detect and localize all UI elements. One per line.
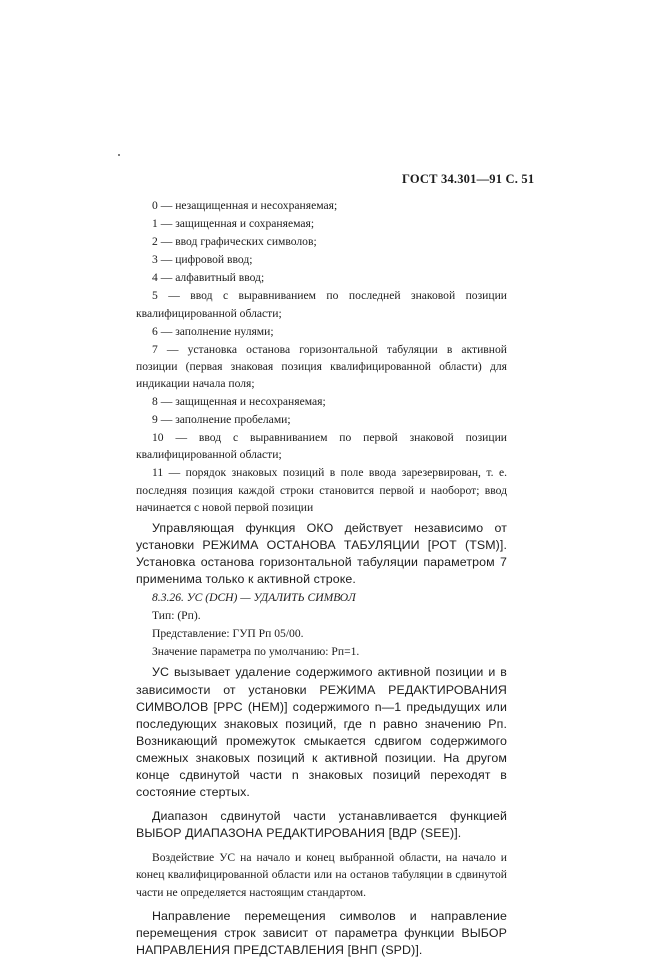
paragraph-oko-note: Управляющая функция ОКО действует независимо от установки РЕЖИМА ОСТАНОВА ТАБУЛЯЦИИ [РОТ (TSM)]. Установка останова горизонтальной табуляции параметром 7 применима только к активной строке.: [136, 520, 507, 586]
document-body: [136, 197, 507, 959]
list-item-2: 2 — ввод графических символов;: [152, 235, 317, 249]
speck-mark: [118, 154, 120, 156]
list-item-0: 0 — незащищенная и несохраняемая;: [152, 199, 338, 212]
list-item-10: 10 — ввод с выравниванием по первой знаковой позиции квалифицированной области;: [136, 431, 507, 462]
section-heading-8-3-26: 8.3.26. УС (DCH) — УДАЛИТЬ СИМВОЛ: [152, 591, 356, 605]
paragraph-effect: Воздействие УС на начало и конец выбранной области, на начало и конец квалифицированной области или на останов табуляции в сдвинутой части не определяется настоящим стандартом.: [136, 851, 507, 899]
list-item-6: 6 — заполнение нулями;: [152, 324, 274, 338]
page-header: ГОСТ 34.301—91 С. 51: [402, 172, 535, 186]
paragraph-dch-description: УС вызывает удаление содержимого активной позиции и в зависимости от установки РЕЖИМА РЕДАКТИРОВАНИЯ СИМВОЛОВ [РРС (HEM)] содержимого n—1 предыдущих или последующих знаковых позиций, где n равно значению Рп. Возникающий промежуток смыкается сдвигом содержимого смежных знаковых позиций к активной позиции. На другом конце сдвинутой части n знаковых позиций переходят в состояние стертых.: [136, 665, 507, 800]
list-item-8: 8 — защищенная и несохраняемая;: [152, 395, 326, 409]
list-item-9: 9 — заполнение пробелами;: [152, 413, 291, 427]
representation-line: Представление: ГУП Рп 05/00.: [152, 627, 304, 641]
type-line: Тип: (Рп).: [152, 609, 201, 623]
list-item-1: 1 — защищенная и сохраняемая;: [152, 217, 315, 231]
paragraph-range: Диапазон сдвинутой части устанавливается функцией ВЫБОР ДИАПАЗОНА РЕДАКТИРОВАНИЯ [ВДР (SEE)].: [136, 809, 507, 841]
paragraph-direction: Направление перемещения символов и направление перемещения строк зависит от параметра функции ВЫБОР НАПРАВЛЕНИЯ ПРЕДСТАВЛЕНИЯ [ВНП (SPD)].: [136, 908, 507, 957]
list-item-7: 7 — установка останова горизонтальной табуляции в активной позиции (первая знаковая позиция квалифицированной области) для индикации начала поля;: [136, 342, 507, 390]
list-item-3: 3 — цифровой ввод;: [152, 253, 253, 267]
list-item-11: 11 — порядок знаковых позиций в поле ввода зарезервирован, т. е. последняя позиция каждой строки становится первой и наоборот; ввод начинается с новой первой позиции: [136, 466, 507, 514]
default-value-line: Значение параметра по умолчанию: Рп=1.: [152, 645, 360, 659]
list-item-4: 4 — алфавитный ввод;: [152, 271, 265, 285]
list-item-5: 5 — ввод с выравниванием по последней знаковой позиции квалифицированной области;: [136, 289, 507, 320]
